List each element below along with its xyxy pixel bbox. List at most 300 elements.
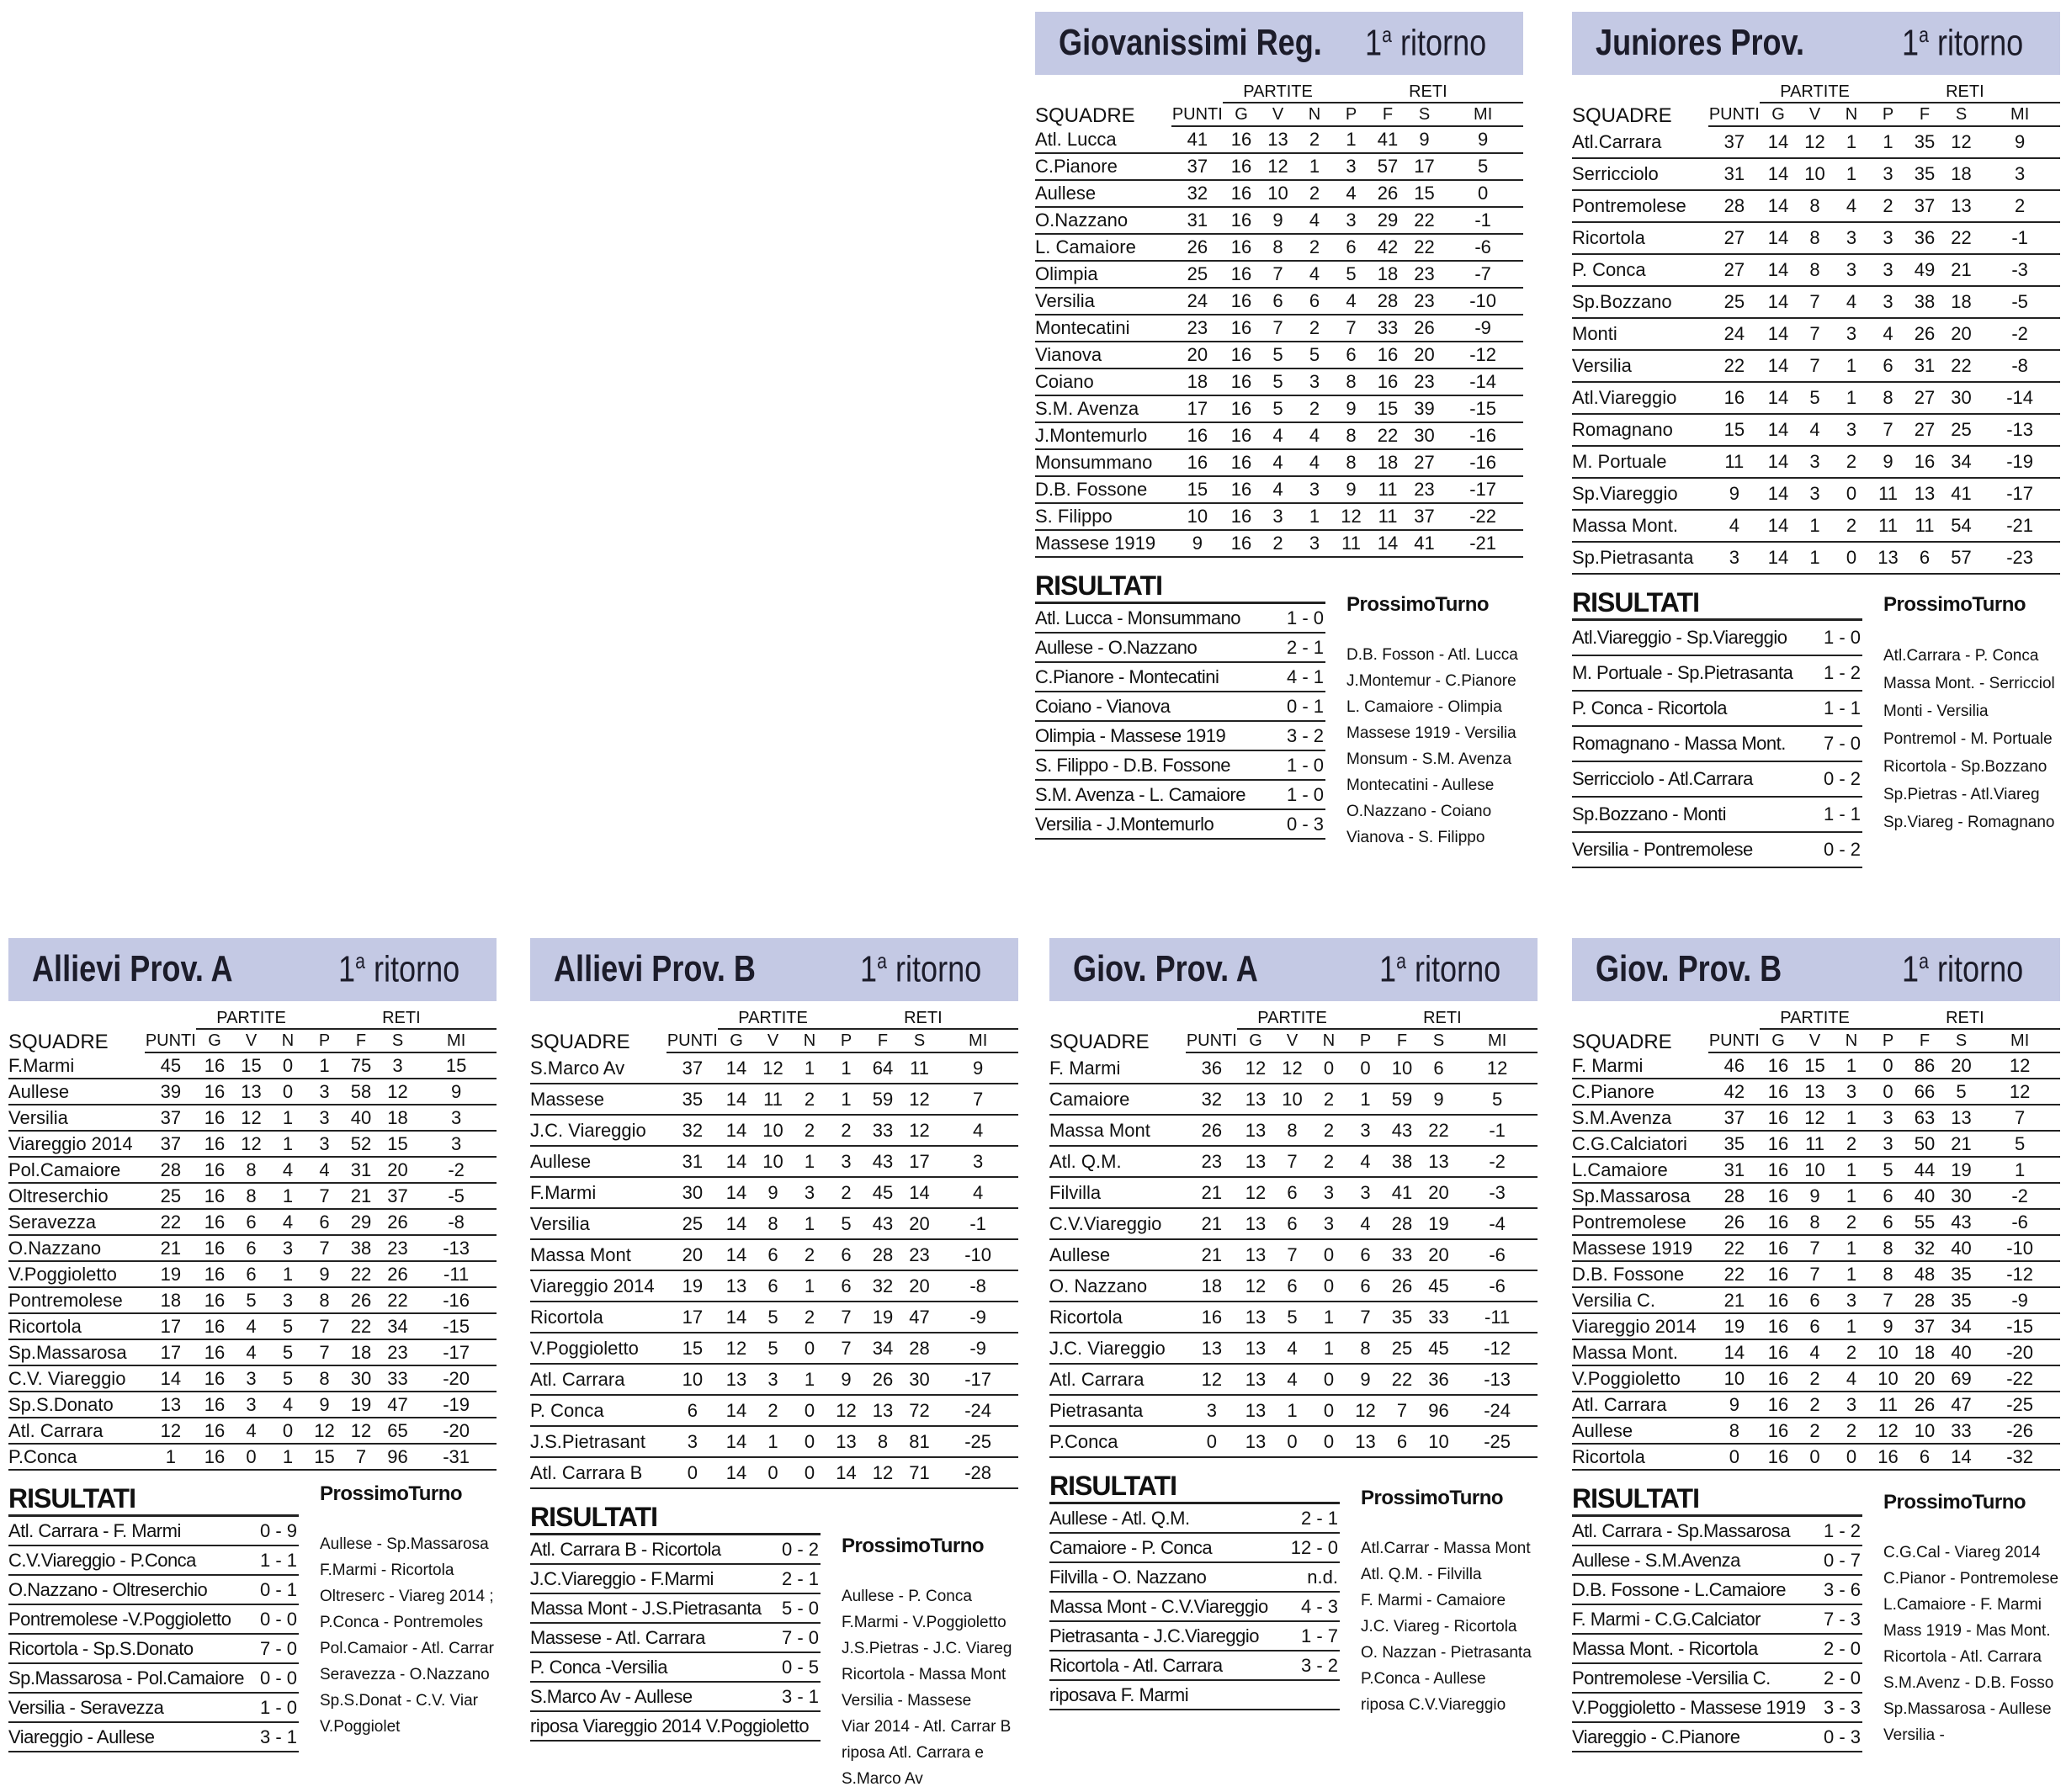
round-sup: a [1382,22,1392,47]
stat-cell: 47 [1943,1392,1980,1418]
stat-cell: 8 [1333,422,1370,449]
stat-cell: 34 [380,1313,417,1339]
table-row [530,1395,1018,1426]
stat-cell: 1 [1833,126,1870,158]
team-name: J.C. Viareggio [530,1115,667,1146]
stat-cell: 16 [196,1183,233,1209]
table-row [8,1183,497,1209]
stat-cell: 4 [1833,286,1870,318]
stat-cell: 16 [1223,368,1260,395]
stat-cell: -9 [1979,1287,2060,1313]
stat-cell: 30 [1406,422,1443,449]
stat-cell: 20 [380,1157,417,1183]
stat-cell: 6 [1870,350,1907,382]
stat-cell: 4 [1708,510,1760,542]
reti-header: RETI [1333,82,1523,103]
column-header: F [1906,1029,1943,1052]
next-round-heading: ProssimoTurno [1883,1491,2026,1514]
score: 0 - 2 [1823,768,1861,789]
stat-cell: 18 [1369,449,1406,476]
stat-cell: 47 [380,1392,417,1418]
reti-header: RETI [1870,1008,2060,1029]
column-header: F [343,1029,380,1052]
stat-cell: 13 [828,1426,865,1457]
stat-cell: 11 [1333,530,1370,557]
team-name: Aullese [1572,1418,1708,1444]
stat-cell: 9 [1708,478,1760,510]
team-name: Versilia [1572,350,1708,382]
stat-cell: 20 [1906,1365,1943,1392]
stat-cell: -32 [1979,1444,2060,1470]
stat-cell: 3 [1333,153,1370,180]
stat-cell: 14 [718,1146,755,1177]
stat-cell: 13 [1237,1115,1274,1146]
table-row [1049,1426,1538,1457]
stat-cell: -1 [937,1208,1018,1239]
stat-cell: 13 [1943,190,1980,222]
stat-cell: 30 [667,1177,718,1208]
stat-cell: 5 [1870,1157,1907,1183]
round-sup: a [877,948,887,973]
stat-cell: 1 [1833,158,1870,190]
stat-cell: 5 [269,1365,306,1392]
stat-cell: 5 [1442,153,1523,180]
stat-cell: 10 [1421,1426,1458,1457]
partite-header: PARTITE [1223,82,1333,103]
stat-cell: 18 [1186,1270,1237,1302]
stat-cell: 5 [755,1302,792,1333]
column-header: MI [1979,1029,2060,1052]
stat-cell: 4 [1274,1364,1311,1395]
stat-cell: 1 [1833,1105,1870,1131]
team-name: Pontremolese [1572,190,1708,222]
column-header: F [864,1029,901,1052]
stat-cell: 1 [269,1261,306,1287]
stat-cell: 16 [1369,342,1406,368]
stat-cell: 43 [864,1208,901,1239]
stat-cell: 8 [1797,222,1834,254]
match: Aullese - O.Nazzano [1035,637,1198,658]
standings-table [1572,82,2060,575]
stat-cell: 6 [1274,1208,1311,1239]
team-name: Atl. Carrara [1572,1392,1708,1418]
stat-cell: 20 [1171,342,1223,368]
next-match: O.Nazzano - Coiano [1346,803,1492,820]
stat-cell: 54 [1943,510,1980,542]
match: Versilia - J.Montemurlo [1035,814,1214,835]
stat-cell: 8 [1274,1115,1311,1146]
stat-cell: 46 [1708,1052,1760,1079]
stat-cell: 2 [1833,446,1870,478]
stat-cell: 12 [1797,126,1834,158]
stat-cell: 34 [1943,446,1980,478]
stat-cell: 21 [1943,1131,1980,1157]
stat-cell: 2 [1870,190,1907,222]
stat-cell: -17 [1442,476,1523,503]
stat-cell: 2 [1833,1418,1870,1444]
stat-cell: -12 [1979,1261,2060,1287]
table-row [1049,1395,1538,1426]
score: 2 - 1 [1286,637,1324,658]
stat-cell: 0 [1442,180,1523,207]
stat-cell: 14 [1760,414,1797,446]
stat-cell: 6 [828,1239,865,1270]
stat-cell: 6 [1797,1313,1834,1339]
team-name: Atl.Viareggio [1572,382,1708,414]
table-row [1049,1270,1538,1302]
stat-cell: 1 [1797,510,1834,542]
score: 7 - 0 [781,1627,819,1648]
stat-cell: -31 [416,1444,497,1470]
stat-cell: 16 [1760,1339,1797,1365]
stat-cell: 13 [1797,1079,1834,1105]
team-name: Sp.Massarosa [1572,1183,1708,1209]
table-row [530,1457,1018,1488]
stat-cell: 12 [1237,1177,1274,1208]
stat-cell: 4 [306,1157,343,1183]
stat-cell: -10 [1979,1235,2060,1261]
stat-cell: 33 [1384,1239,1421,1270]
stat-cell: 86 [1906,1052,1943,1079]
column-header: P [1870,103,1907,126]
stat-cell: 0 [233,1444,270,1470]
stat-cell: 13 [233,1079,270,1105]
result-row [1572,1635,1862,1664]
result-row [1035,751,1325,781]
stat-cell: 3 [269,1287,306,1313]
stat-cell: 12 [718,1333,755,1364]
stat-cell: 2 [1260,530,1297,557]
team-name: Aullese [8,1079,145,1105]
stat-cell: 32 [1186,1084,1237,1115]
stat-cell: 2 [791,1084,828,1115]
stat-cell: 12 [233,1131,270,1157]
stat-cell: 28 [1708,1183,1760,1209]
stat-cell: 8 [755,1208,792,1239]
table-row [8,1079,497,1105]
next-match: Sp.S.Donat - C.V. Viar [320,1692,478,1710]
table-row [8,1105,497,1131]
stat-cell: -14 [1979,382,2060,414]
table-row [1572,1313,2060,1339]
stat-cell: 11 [1870,1392,1907,1418]
stat-cell: 4 [1260,476,1297,503]
team-name: F.Marmi [530,1177,667,1208]
match: S. Filippo - D.B. Fossone [1035,755,1231,776]
stat-cell: 6 [1906,542,1943,574]
stat-cell: 12 [1979,1052,2060,1079]
stat-cell: 2 [1296,234,1333,261]
stat-cell: 8 [1333,449,1370,476]
stat-cell: 63 [1906,1105,1943,1131]
next-round-heading: ProssimoTurno [1883,593,2026,616]
stat-cell: 5 [1260,342,1297,368]
stat-cell: 9 [1406,126,1443,153]
result-row [1035,634,1325,663]
stat-cell: 1 [1833,1313,1870,1339]
table-row [1035,288,1523,315]
stat-cell: 1 [1833,382,1870,414]
match: Aullese - S.M.Avenza [1572,1550,1740,1571]
stat-cell: -22 [1979,1365,2060,1392]
score: 12 - 0 [1290,1537,1338,1558]
stat-cell: 5 [269,1339,306,1365]
next-match: Versilia - [1883,1726,1945,1744]
stat-cell: -25 [1457,1426,1538,1457]
stat-cell: 32 [1171,180,1223,207]
stat-cell: 6 [1296,288,1333,315]
stat-cell: 10 [1260,180,1297,207]
team-name: Ricortola [530,1302,667,1333]
stat-cell: 11 [1708,446,1760,478]
stat-cell: 15 [416,1052,497,1079]
stat-cell: 30 [901,1364,938,1395]
stat-cell: 37 [667,1052,718,1084]
column-header: PUNTI [1171,103,1223,126]
partite-header: PARTITE [1760,1008,1870,1029]
stat-cell: 5 [1797,382,1834,414]
stat-cell: 36 [1186,1052,1237,1084]
team-name: Massa Mont [530,1239,667,1270]
team-name: D.B. Fossone [1572,1261,1708,1287]
stat-cell: 31 [1708,1157,1760,1183]
score: 1 - 0 [1286,607,1324,628]
stat-cell: 9 [937,1052,1018,1084]
table-row [1572,446,2060,478]
match: M. Portuale - Sp.Pietrasanta [1572,662,1793,683]
stat-cell: 33 [1369,315,1406,342]
column-header: V [1260,103,1297,126]
table-row [1035,422,1523,449]
match: Coiano - Vianova [1035,696,1171,717]
stat-cell: 10 [1384,1052,1421,1084]
stat-cell: 16 [1906,446,1943,478]
stat-cell: 20 [901,1208,938,1239]
stat-cell: 26 [380,1209,417,1235]
column-header: V [1274,1029,1311,1052]
stat-cell: 18 [1171,368,1223,395]
results-block [530,1501,821,1742]
next-match: Massese 1919 - Versilia [1346,724,1516,742]
table-row [1572,478,2060,510]
stat-cell: 7 [1797,286,1834,318]
stat-cell: 21 [1186,1177,1237,1208]
stat-cell: 6 [306,1209,343,1235]
stat-cell: -9 [1442,315,1523,342]
score: 0 - 1 [259,1579,297,1600]
column-header: P [1870,1029,1907,1052]
stat-cell: 35 [1708,1131,1760,1157]
stat-cell: 3 [1833,318,1870,350]
stat-cell: 26 [1171,234,1223,261]
stat-cell: 16 [196,1287,233,1313]
stat-cell: -13 [1457,1364,1538,1395]
stat-cell: 16 [196,1261,233,1287]
table-row [1035,207,1523,234]
stat-cell: 41 [1943,478,1980,510]
next-match: Sp.Pietras - Atl.Viareg [1883,786,2040,803]
score: 3 - 3 [1823,1697,1861,1718]
team-name: D.B. Fossone [1035,476,1171,503]
next-round-heading: ProssimoTurno [1361,1487,1504,1509]
table-row [8,1444,497,1470]
stat-cell: 52 [343,1131,380,1157]
next-match: Versilia - Massese [842,1692,972,1710]
stat-cell: 30 [1943,1183,1980,1209]
stat-cell: 14 [718,1395,755,1426]
score: 1 - 1 [259,1550,297,1571]
stat-cell: 6 [1870,1183,1907,1209]
team-name: Pol.Camaiore [8,1157,145,1183]
team-name: Coiano [1035,368,1171,395]
stat-cell: -28 [937,1457,1018,1488]
column-header: F [1384,1029,1421,1052]
stat-cell: 19 [1708,1313,1760,1339]
table-row [1035,503,1523,530]
column-header: MI [1442,103,1523,126]
stat-cell: 12 [1333,503,1370,530]
team-name: Massese 1919 [1572,1235,1708,1261]
result-row [1572,621,1862,656]
table-row [1035,342,1523,368]
stat-cell: -14 [1442,368,1523,395]
score: 0 - 3 [1823,1726,1861,1747]
stat-cell: 3 [233,1365,270,1392]
stat-cell: 16 [1171,449,1223,476]
table-row [8,1313,497,1339]
result-row [1572,833,1862,868]
round-sup: a [1919,22,1929,47]
panel-header [1572,938,2060,1001]
stat-cell: 3 [1333,207,1370,234]
stat-cell: -6 [1442,234,1523,261]
team-name: P.Conca [8,1444,145,1470]
stat-cell: 16 [196,1418,233,1444]
stat-cell: 32 [1906,1235,1943,1261]
score: 0 - 2 [781,1539,819,1560]
table-row [1035,153,1523,180]
result-row [1049,1563,1340,1593]
stat-cell: 34 [1943,1313,1980,1339]
match: Atl.Viareggio - Sp.Viareggio [1572,627,1787,648]
column-header: V [1797,1029,1834,1052]
stat-cell: 11 [1369,503,1406,530]
stat-cell: 0 [1833,1444,1870,1470]
match: Atl. Carrara - F. Marmi [8,1520,181,1541]
next-match: Atl.Carrar - Massa Mont [1361,1540,1531,1557]
panel-title: Allievi Prov. B [554,948,756,989]
table-row [1572,190,2060,222]
stat-cell: 40 [343,1105,380,1131]
stat-cell: -24 [937,1395,1018,1426]
stat-cell: 13 [1943,1105,1980,1131]
stat-cell: 14 [1760,286,1797,318]
stat-cell: 10 [1870,1365,1907,1392]
stat-cell: 13 [1237,1364,1274,1395]
column-header: PUNTI [1708,1029,1760,1052]
stat-cell: -9 [937,1333,1018,1364]
stat-cell: 16 [1760,1365,1797,1392]
team-name: Massa Mont. [1572,1339,1708,1365]
stat-cell: 1 [755,1426,792,1457]
stat-cell: 12 [145,1418,196,1444]
stat-cell: 21 [1708,1287,1760,1313]
stat-cell: 13 [1237,1146,1274,1177]
stat-cell: 6 [828,1270,865,1302]
column-header: S [901,1029,938,1052]
stat-cell: 25 [1384,1333,1421,1364]
stat-cell: 3 [416,1131,497,1157]
stat-cell: 48 [1906,1261,1943,1287]
stat-cell: 13 [1260,126,1297,153]
stat-cell: 58 [343,1079,380,1105]
match: Massa Mont - J.S.Pietrasanta [530,1598,762,1619]
stat-cell: 9 [416,1079,497,1105]
stat-cell: 40 [1943,1235,1980,1261]
match: D.B. Fossone - L.Camaiore [1572,1579,1787,1600]
stat-cell: 12 [1870,1418,1907,1444]
team-name: Massa Mont [1049,1115,1186,1146]
match: P. Conca -Versilia [530,1657,668,1678]
stat-cell: 6 [233,1261,270,1287]
stat-cell: 1 [1833,350,1870,382]
table-row [1049,1052,1538,1084]
stat-cell: 0 [1310,1395,1347,1426]
results-block [1035,570,1325,840]
stat-cell: -1 [1442,207,1523,234]
stat-cell: 7 [1260,315,1297,342]
stat-cell: 0 [791,1333,828,1364]
stat-cell: 4 [1274,1333,1311,1364]
stat-cell: 16 [1760,1418,1797,1444]
stat-cell: 7 [1797,350,1834,382]
reti-header: RETI [1347,1008,1538,1029]
table-row [1035,261,1523,288]
stat-cell: 35 [667,1084,718,1115]
stat-cell: 4 [233,1339,270,1365]
next-match: Atl. Q.M. - Filvilla [1361,1566,1482,1583]
stat-cell: 14 [828,1457,865,1488]
stat-cell: -5 [416,1183,497,1209]
standings-table [1035,82,1523,558]
stat-cell: 7 [1979,1105,2060,1131]
stat-cell: 13 [1421,1146,1458,1177]
standings-table [530,1008,1018,1489]
table-row [1572,222,2060,254]
stat-cell: -17 [937,1364,1018,1395]
team-name: Atl. Carrara B [530,1457,667,1488]
stat-cell: 14 [1708,1339,1760,1365]
stat-cell: 4 [1260,422,1297,449]
panel-header [8,938,497,1001]
next-round-block [1361,1487,1542,1718]
stat-cell: 26 [1186,1115,1237,1146]
stat-cell: 12 [343,1418,380,1444]
stat-cell: 3 [416,1105,497,1131]
stat-cell: 3 [1870,254,1907,286]
match: Ricortola - Sp.S.Donato [8,1638,194,1659]
stat-cell: 19 [864,1302,901,1333]
team-name: Serricciolo [1572,158,1708,190]
table-row [1035,395,1523,422]
stat-cell: -4 [1457,1208,1538,1239]
result-row [1035,604,1325,634]
column-header: N [269,1029,306,1052]
next-match: F.Marmi - Ricortola [320,1561,454,1579]
next-match: S.M.Avenz - D.B. Fosso [1883,1674,2054,1692]
team-name: Pietrasanta [1049,1395,1186,1426]
table-row [8,1235,497,1261]
